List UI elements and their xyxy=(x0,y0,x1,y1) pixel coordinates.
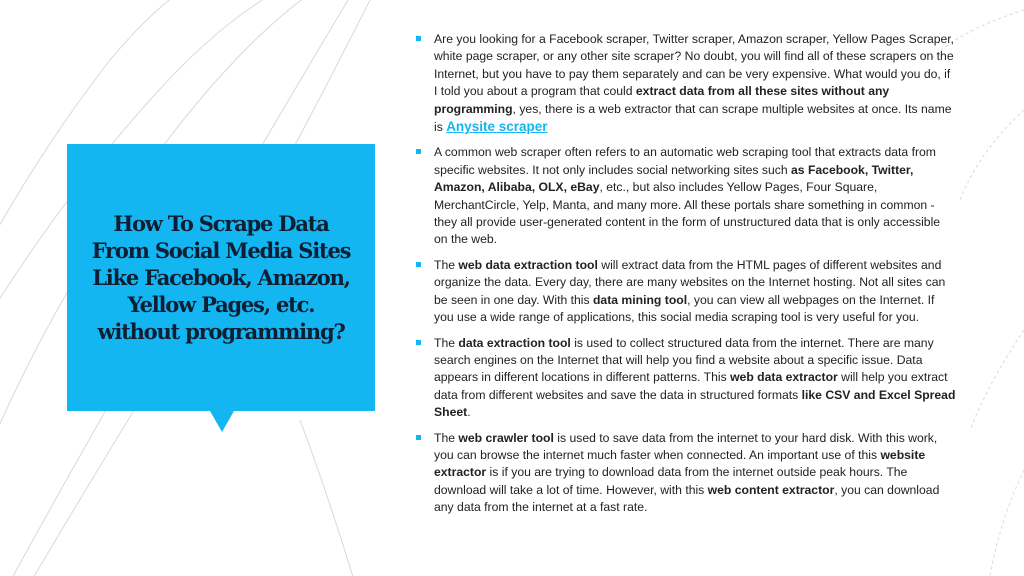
square-bullet-icon xyxy=(416,262,421,267)
bullet-item-3 xyxy=(416,257,956,327)
square-bullet-icon xyxy=(416,435,421,440)
bullet-4-text: The xyxy=(434,335,459,350)
slide-title: How To Scrape Data From Social Media Sites Like Facebook, Amazon, Yellow Pages, etc. without programming? xyxy=(91,211,351,344)
square-bullet-icon xyxy=(416,36,421,41)
bullet-item-1 xyxy=(416,31,956,136)
bullet-5-bold-2: website extractor xyxy=(434,447,926,480)
bullet-1-text: Are you looking for a Facebook scraper, Twitter scraper, Amazon scraper, Yellow Pages Scraper, white page scraper, or any other site scraper? No doubt, you will find all of these scrapers on the Internet, but you have to pay them separately and can be very expensive. What would you do, if I told you about a program that could xyxy=(434,32,955,99)
bullet-item-4 xyxy=(416,335,956,422)
bullet-item-2 xyxy=(416,144,956,248)
bullet-5-text: The xyxy=(434,430,459,445)
bullet-4-text-3: will help you extract data from different websites and save the data in structured formats xyxy=(434,370,948,402)
bullet-4-text-4: . xyxy=(467,405,471,420)
bullet-5-text-3: is if you are trying to download data from the internet outside peak hours. The download will take a lot of time. However, with this xyxy=(434,465,908,497)
bullet-2-text-2: , etc., but also includes Yellow Pages, Four Square, MerchantCircle, Yelp, Manta, and many more. All these portals share something in common - they all provide user-generated content in the form of unstructured data that is only accessible on the web. xyxy=(434,180,941,247)
anysite-scraper-link[interactable]: Anysite scraper xyxy=(446,119,548,135)
bullet-3-text-3: , you can view all webpages on the Internet. If you use a wide range of applications, this social media scraping tool is very useful for you. xyxy=(434,292,935,325)
square-bullet-icon xyxy=(416,149,421,154)
bullet-5-bold-3: web content extractor xyxy=(707,482,835,497)
bullet-4-bold: data extraction tool xyxy=(458,335,571,350)
bullet-2-bold: as Facebook, Twitter, Amazon, Alibaba, OLX, eBay xyxy=(434,162,914,195)
bullet-3-text: The xyxy=(434,257,459,272)
bullet-5-bold: web crawler tool xyxy=(458,430,554,445)
title-box xyxy=(67,144,375,411)
bullet-5-text-2: is used to save data from the internet to your hard disk. With this work, you can browse the internet much faster when connected. An important use of this xyxy=(434,430,938,462)
bullet-item-5 xyxy=(416,430,956,517)
bullet-1-bold: extract data from all these sites without any programming xyxy=(434,84,890,116)
bullet-3-text-2: will extract data from the HTML pages of different websites and organize the data. Every day, there are many websites on the Internet hosting. Not all sites can be seen in one day. With this xyxy=(434,257,946,307)
bullet-list xyxy=(416,31,956,525)
bullet-1-text-2: , yes, there is a web extractor that can scrape multiple websites at once. Its name is xyxy=(434,101,952,135)
bullet-5-text-4: , you can download any data from the internet at a fast rate. xyxy=(434,482,940,515)
bullet-4-bold-2: web data extractor xyxy=(730,370,838,385)
square-bullet-icon xyxy=(416,340,421,345)
bullet-4-bold-3: like CSV and Excel Spread Sheet xyxy=(434,387,956,420)
bullet-3-bold-2: data mining tool xyxy=(592,292,688,307)
bullet-4-text-2: is used to collect structured data from the internet. There are many search engines on the Internet that will help you find a website about a specific issue. Data appears in different locations in different patterns. This xyxy=(434,335,934,385)
bullet-3-bold: web data extraction tool xyxy=(458,257,598,272)
bullet-2-text: A common web scraper often refers to an automatic web scraping tool that extracts data from specific websites. It not only includes social networking sites such xyxy=(434,145,936,177)
